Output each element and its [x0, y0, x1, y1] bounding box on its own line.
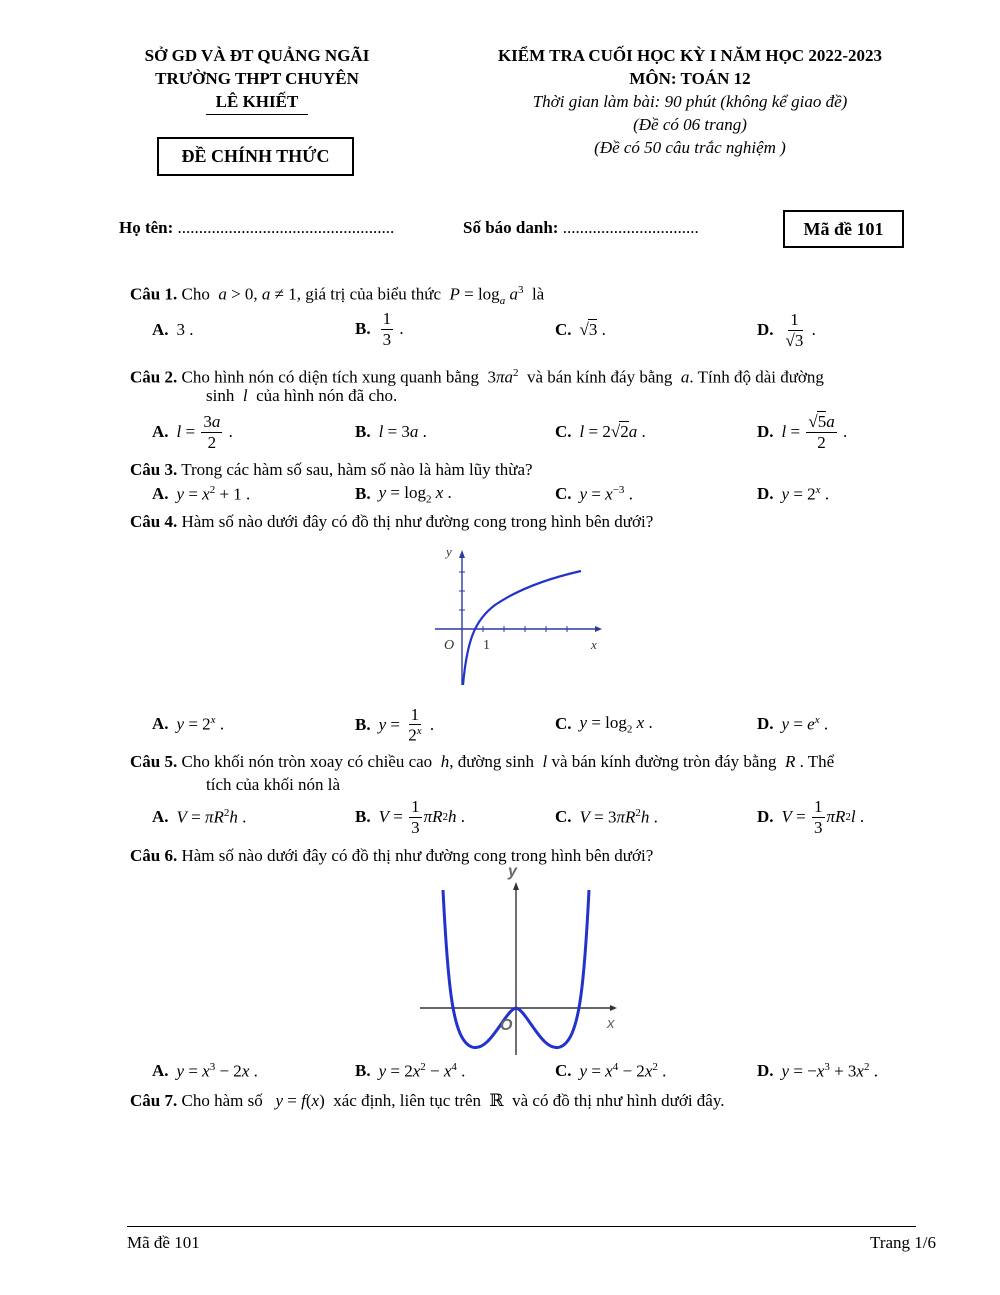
- graph1-y-label: y: [446, 544, 452, 559]
- question-2-label: Câu 2.: [130, 367, 178, 387]
- q2-option-b[interactable]: B. l = 3a .: [355, 422, 427, 441]
- option-label: D.: [757, 484, 774, 503]
- option-label: A.: [152, 1061, 169, 1080]
- option-label: B.: [355, 1061, 371, 1080]
- q1-option-d[interactable]: D. $\frac{1}{√3}$ .: [757, 309, 816, 350]
- graph2-x-label: x: [607, 1015, 615, 1032]
- question-3-text: Trong các hàm số sau, hàm số nào là hàm lũy thừa?: [181, 460, 533, 479]
- question-1-text-2: , giá trị của biểu thức: [296, 284, 441, 304]
- student-name-row: [119, 218, 394, 238]
- question-7-text-2: xác định, liên tục trên: [333, 1091, 481, 1110]
- option-label: B.: [355, 422, 371, 441]
- option-label: B.: [355, 319, 371, 338]
- option-label: D.: [757, 320, 774, 339]
- option-label: C.: [555, 422, 572, 441]
- footer-page-number: Trang 1/6: [870, 1233, 936, 1252]
- footer-exam-code: Mã đề 101: [127, 1233, 200, 1252]
- question-5-text: Cho khối nón tròn xoay có chiều cao: [181, 752, 433, 771]
- name-label: Họ tên:: [119, 218, 174, 237]
- q3-option-c[interactable]: C. $y = x^{-3}$ .: [555, 483, 633, 504]
- question-1: Câu 1. Cho a > 0, a ≠ 1, giá trị của biểu thức $P = \log_a a^3$ là: [130, 284, 545, 308]
- school-name-2: LÊ KHIẾT: [215, 92, 299, 111]
- id-field[interactable]: ................................: [562, 218, 699, 237]
- option-label: C.: [555, 320, 572, 339]
- question-7-text-3: và có đồ thị như hình dưới đây.: [512, 1091, 725, 1110]
- question-4: [130, 510, 653, 533]
- q2-option-d[interactable]: D. l = $\frac{√5a}{2}$ .: [757, 411, 848, 452]
- option-label: A.: [152, 320, 169, 339]
- graph1-x-label: x: [591, 637, 597, 652]
- q6-option-c[interactable]: C. $y = x^4 - 2x^2$ .: [555, 1060, 667, 1081]
- id-label: Số báo danh:: [463, 218, 559, 237]
- q6-option-b[interactable]: B. $y = 2x^2 - x^4$ .: [355, 1060, 466, 1081]
- q3-option-b[interactable]: B. $y = \log_2 x$ .: [355, 482, 452, 506]
- question-5-text-4: . Thể: [799, 752, 835, 771]
- official-stamp-box: [157, 137, 354, 176]
- school-name: TRƯỜNG THPT CHUYÊN: [155, 69, 359, 88]
- option-label: D.: [757, 1061, 774, 1080]
- question-3: [130, 458, 533, 481]
- time-line: Thời gian làm bài: 90 phút (không kể giao đề): [532, 92, 848, 111]
- question-7-label: Câu 7.: [130, 1091, 178, 1110]
- question-2-text-3: . Tính độ dài đường: [689, 367, 824, 387]
- q6-option-a[interactable]: A. $y = x^3 - 2x$ .: [152, 1060, 258, 1081]
- question-1-label: Câu 1.: [130, 284, 178, 304]
- option-label: A.: [152, 714, 169, 733]
- question-5-text-3: và bán kính đường tròn đáy bằng: [551, 752, 777, 771]
- question-7-text: Cho hàm số: [181, 1091, 263, 1110]
- exam-code: Mã đề 101: [803, 219, 884, 239]
- q6-option-d[interactable]: D. $y = -x^3 + 3x^2$ .: [757, 1060, 878, 1081]
- graph1-tick-label: 1: [483, 638, 490, 653]
- q5-option-b[interactable]: B. V = $\frac{1}{3}$ πR 2 h .: [355, 796, 465, 837]
- q3-option-d[interactable]: D. $y = 2^x$ .: [757, 483, 830, 504]
- question-2-text-4: sinh: [206, 386, 235, 405]
- question-6-label: Câu 6.: [130, 846, 178, 865]
- exam-code-box: [783, 210, 904, 248]
- question-5-line-2: tích của khối nón là: [206, 775, 341, 794]
- q5-option-c[interactable]: C. $V = 3\pi R^2h$ .: [555, 806, 658, 827]
- q1-option-c[interactable]: C. √3 .: [555, 320, 606, 339]
- question-2-text: Cho hình nón có diện tích xung quanh bằng: [181, 367, 479, 387]
- name-field[interactable]: ...................................................: [177, 218, 395, 237]
- official-label: ĐỀ CHÍNH THỨC: [181, 146, 330, 166]
- question-4-text: Hàm số nào dưới đây có đồ thị như đường cong trong hình bên dưới?: [181, 512, 654, 531]
- student-id-row: [463, 218, 699, 238]
- q2-option-c[interactable]: C. l = 2√2a .: [555, 422, 646, 441]
- pages-line: (Đề có 06 trang): [633, 115, 747, 134]
- questions-count-line: (Đề có 50 câu trắc nghiệm ): [594, 138, 786, 157]
- option-label: A.: [152, 484, 169, 503]
- subject-line: MÔN: TOÁN 12: [629, 69, 751, 88]
- question-2-text-5: của hình nón đã cho.: [256, 386, 398, 405]
- option-label: C.: [555, 807, 572, 826]
- option-label: B.: [355, 715, 371, 734]
- question-5-label: Câu 5.: [130, 752, 178, 771]
- option-label: B.: [355, 484, 371, 503]
- x-axis-arrow: [595, 626, 602, 632]
- q4-option-c[interactable]: C. $y = \log_2 x$ .: [555, 712, 653, 736]
- option-label: D.: [757, 422, 774, 441]
- question-7: Câu 7. Cho hàm số y = f(x) xác định, liên tục trên ℝ và có đồ thị như hình dưới đây.: [130, 1091, 725, 1110]
- q2-option-a[interactable]: A. l = $\frac{3a}{2}$ .: [152, 411, 233, 452]
- q3-option-a[interactable]: A. $y = x^2 + 1$ .: [152, 483, 251, 504]
- option-label: A.: [152, 422, 169, 441]
- option-label: C.: [555, 484, 572, 503]
- department-name: SỞ GD VÀ ĐT QUẢNG NGÃI: [144, 46, 370, 65]
- option-label: D.: [757, 714, 774, 733]
- option-label: B.: [355, 807, 371, 826]
- q4-option-b[interactable]: B. y = $\frac{1}{2^x}$ .: [355, 704, 435, 745]
- question-2: Câu 2. Cho hình nón có diện tích xung quanh bằng $3\pi a^2$ và bán kính đáy bằng a. Tính độ dài đường: [130, 367, 824, 387]
- log-graph: [425, 540, 615, 690]
- y-axis-arrow: [513, 882, 519, 890]
- y-axis-arrow: [459, 550, 465, 558]
- header-divider: [206, 114, 308, 115]
- graph1-origin: O: [444, 638, 455, 653]
- option-label: C.: [555, 1061, 572, 1080]
- q4-option-a[interactable]: A. $y = 2^x$ .: [152, 713, 225, 734]
- option-label: A.: [152, 807, 169, 826]
- q1-option-a[interactable]: A. 3 .: [152, 320, 194, 339]
- question-3-label: Câu 3.: [130, 460, 178, 479]
- question-1-text-3: là: [531, 284, 545, 304]
- question-1-text: Cho: [181, 284, 210, 304]
- quartic-graph: [415, 860, 625, 1060]
- footer-rule: [127, 1226, 916, 1227]
- question-2-line-2: sinh l của hình nón đã cho.: [206, 386, 398, 405]
- q5-option-a[interactable]: A. $V = \pi R^2h$ .: [152, 806, 247, 827]
- question-2-text-2: và bán kính đáy bằng: [526, 367, 673, 387]
- x-axis-arrow: [610, 1005, 617, 1011]
- option-label: C.: [555, 714, 572, 733]
- question-4-label: Câu 4.: [130, 512, 178, 531]
- q5-option-d[interactable]: D. V = $\frac{1}{3}$ πR 2 l .: [757, 796, 865, 837]
- log-curve: [463, 571, 581, 685]
- graph2-origin: O: [500, 1017, 513, 1034]
- question-5-text-2: , đường sinh: [449, 752, 534, 771]
- question-5: Câu 5. Cho khối nón tròn xoay có chiều cao h, đường sinh l và bán kính đường tròn đáy bằng R . Thể: [130, 752, 835, 771]
- q1-option-b[interactable]: B. $\frac{1}{3}$ .: [355, 308, 404, 349]
- graph2-y-label: y: [508, 863, 517, 880]
- exam-title: KIỂM TRA CUỐI HỌC KỲ I NĂM HỌC 2022-2023: [497, 46, 883, 65]
- q4-option-d[interactable]: D. $y = e^x$ .: [757, 713, 829, 734]
- option-label: D.: [757, 807, 774, 826]
- question-6-text: Hàm số nào dưới đây có đồ thị như đường cong trong hình bên dưới?: [181, 846, 654, 865]
